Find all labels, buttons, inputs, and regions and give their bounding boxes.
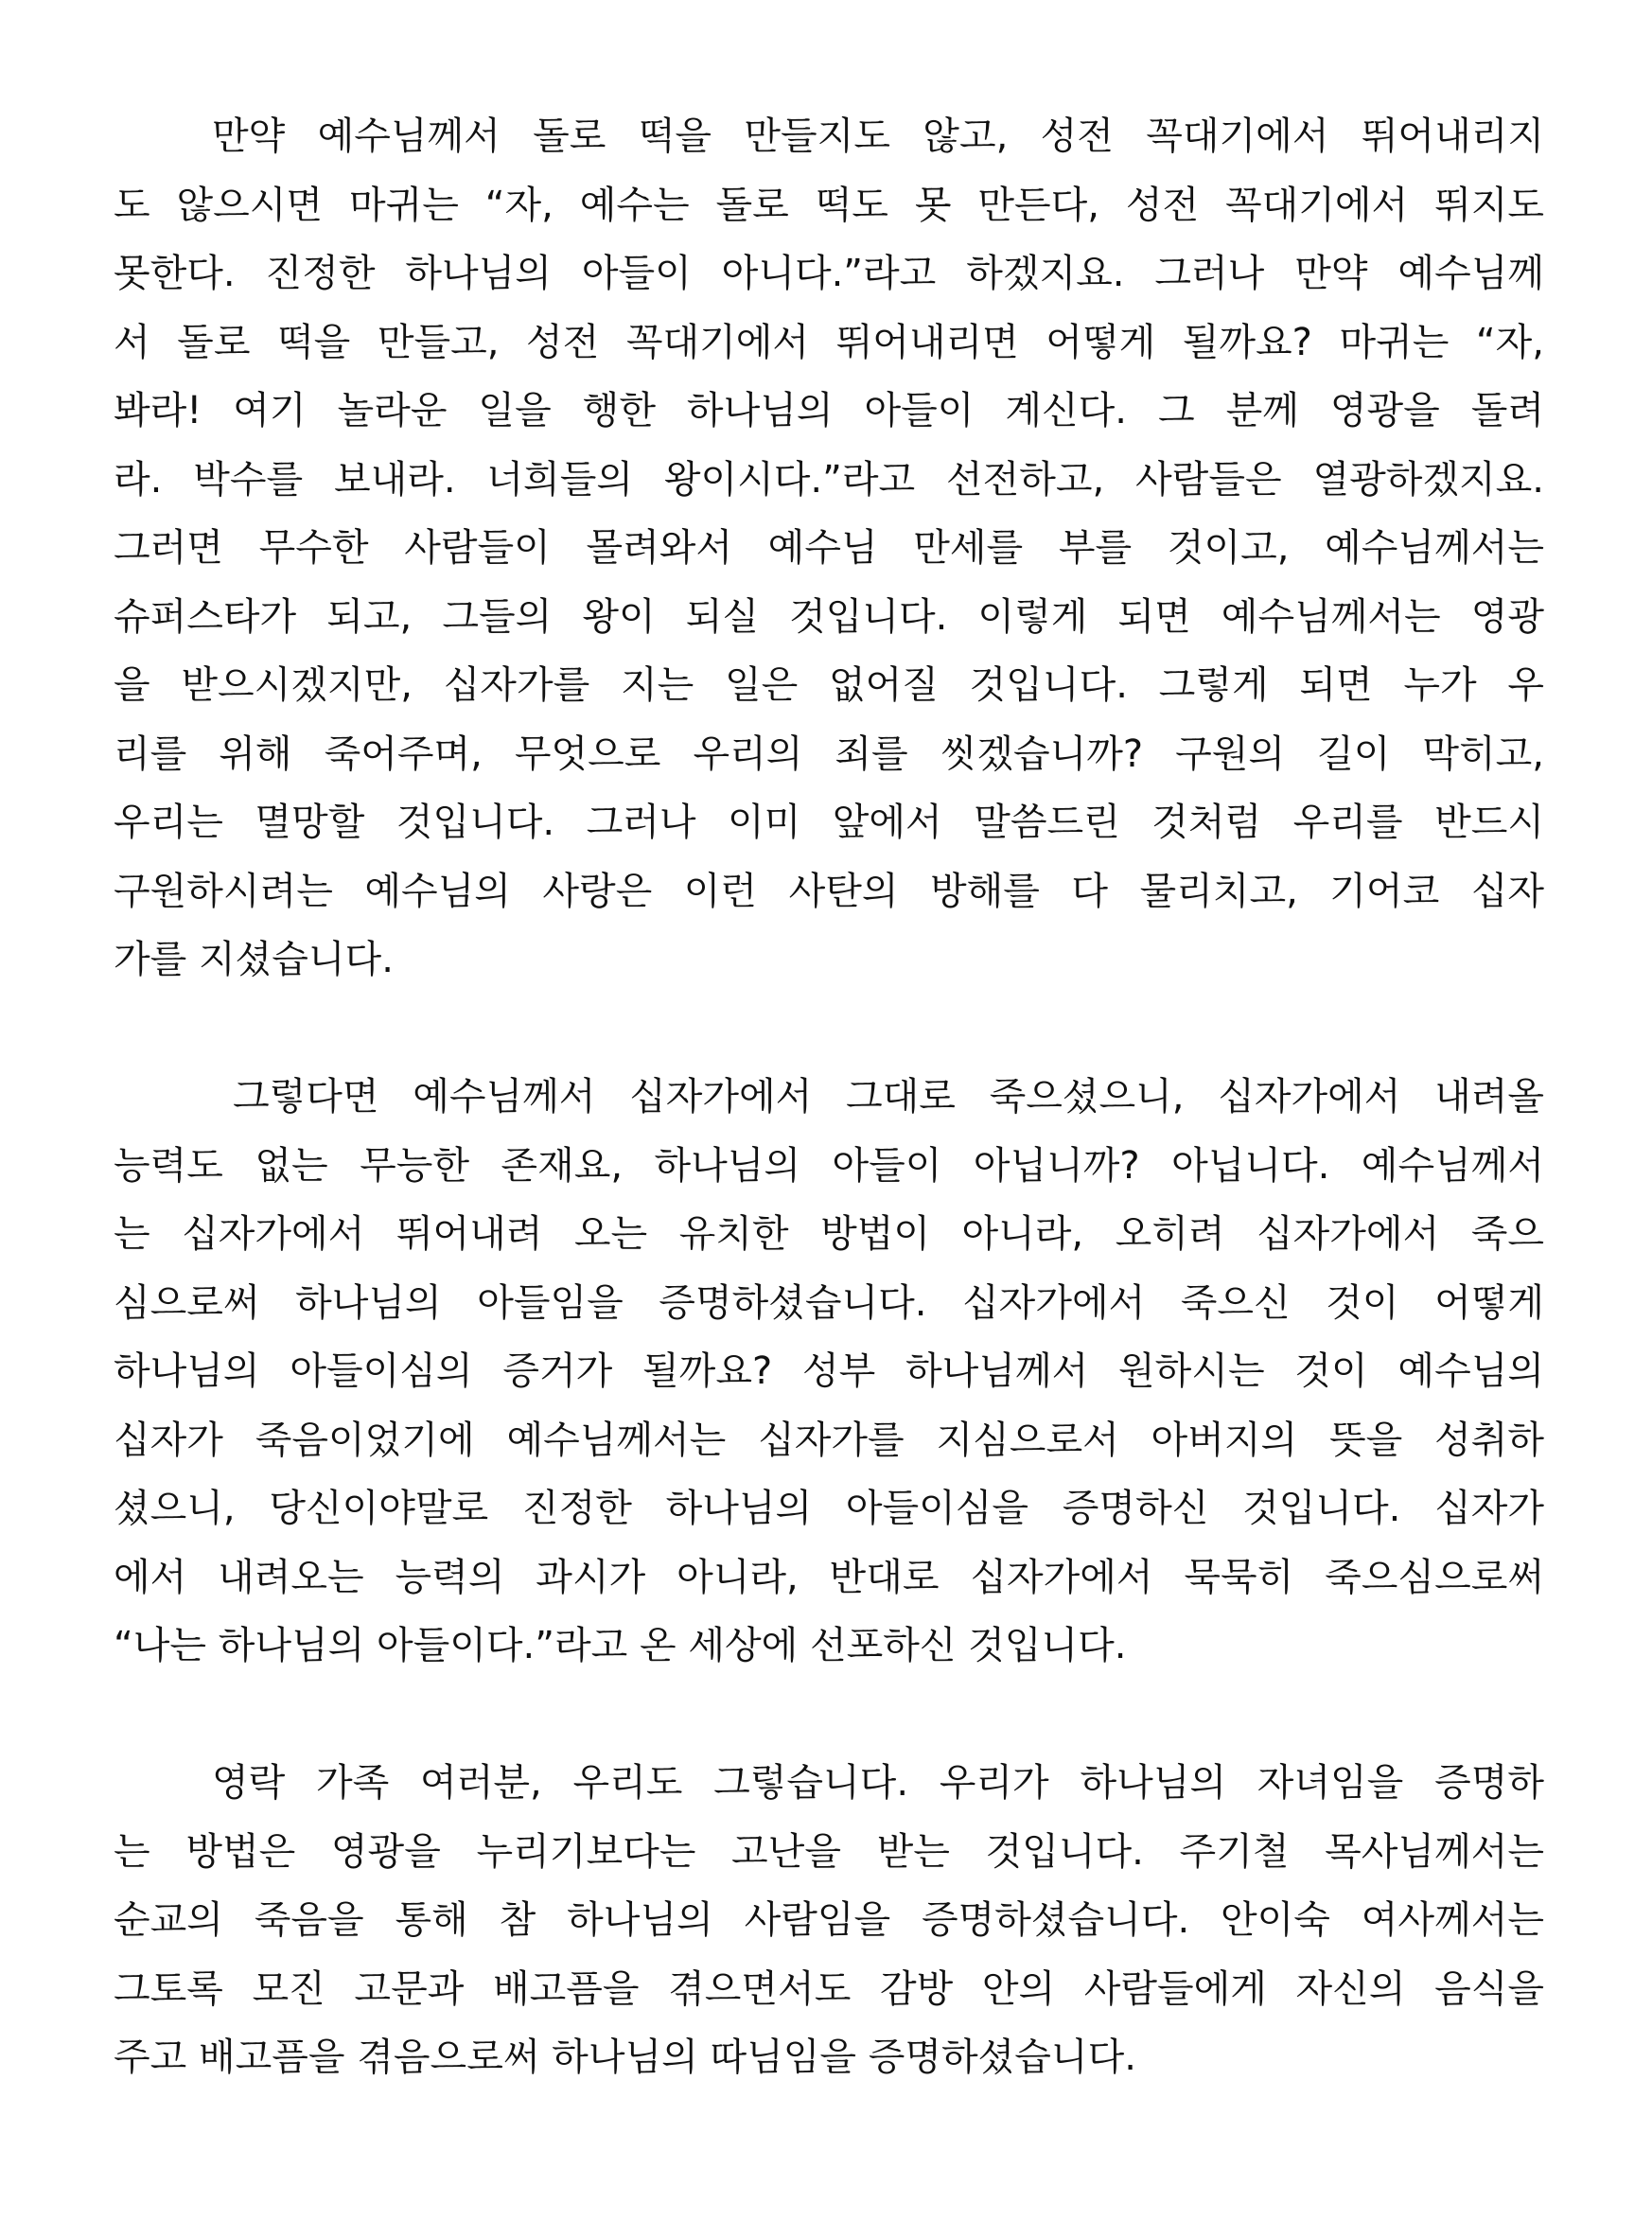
paragraph-line: 도 않으시면 마귀는 “자, 예수는 돌로 떡도 못 만든다, 성전 꼭대기에서 뛰지도 (114, 183, 1544, 227)
paragraph-line: 구원하시려는 예수님의 사랑은 이런 사탄의 방해를 다 물리치고, 기어코 십자 (114, 869, 1544, 913)
paragraph-line: 영락 가족 여러분, 우리도 그렇습니다. 우리가 하나님의 자녀임을 증명하 (212, 1761, 1544, 1805)
paragraph-line: 만약 예수님께서 돌로 떡을 만들지도 않고, 성전 꼭대기에서 뛰어내리지 (212, 115, 1544, 158)
paragraph-3 (114, 1749, 1544, 2092)
paragraph-line: “나는 하나님의 아들이다.”라고 온 세상에 선포하신 것입니다. (114, 1624, 1127, 1667)
paragraph-line: 그렇다면 예수님께서 십자가에서 그대로 죽으셨으니, 십자가에서 내려올 (233, 1075, 1544, 1119)
paragraph-line: 그러면 무수한 사람들이 몰려와서 예수님 만세를 부를 것이고, 예수님께서는 (114, 526, 1544, 570)
paragraph-line: 심으로써 하나님의 아들임을 증명하셨습니다. 십자가에서 죽으신 것이 어떻게 (114, 1280, 1544, 1325)
paragraph-line: 능력도 없는 무능한 존재요, 하나님의 아들이 아닙니까? 아닙니다. 예수님께서 (114, 1143, 1544, 1188)
paragraph-line: 라. 박수를 보내라. 너희들의 왕이시다.”라고 선전하고, 사람들은 열광하겠지요. (114, 457, 1544, 502)
paragraph-line: 을 받으시겠지만, 십자가를 지는 일은 없어질 것입니다. 그렇게 되면 누가 우 (114, 663, 1544, 707)
paragraph-line: 는 십자가에서 뛰어내려 오는 유치한 방법이 아니라, 오히려 십자가에서 죽으 (114, 1212, 1544, 1256)
paragraph-spacer (114, 1681, 1544, 1750)
paragraph-line: 봐라! 여기 놀라운 일을 행한 하나님의 아들이 계신다. 그 분께 영광을 돌려 (114, 389, 1544, 432)
paragraph-spacer (114, 995, 1544, 1064)
paragraph-line: 십자가 죽음이었기에 예수님께서는 십자가를 지심으로서 아버지의 뜻을 성취하 (114, 1418, 1544, 1462)
paragraph-line: 그토록 모진 고문과 배고픔을 겪으면서도 감방 안의 사람들에게 자신의 음식을 (114, 1966, 1544, 2011)
paragraph-line: 리를 위해 죽어주며, 무엇으로 우리의 죄를 씻겠습니까? 구원의 길이 막히고, (114, 732, 1544, 776)
paragraph-line: 서 돌로 떡을 만들고, 성전 꼭대기에서 뛰어내리면 어떻게 될까요? 마귀는 “자, (114, 320, 1544, 364)
paragraph-line: 우리는 멸망할 것입니다. 그러나 이미 앞에서 말씀드린 것처럼 우리를 반드시 (114, 801, 1544, 844)
paragraph-line: 주고 배고픔을 겪음으로써 하나님의 따님임을 증명하셨습니다. (114, 2036, 1136, 2079)
paragraph-2 (114, 1063, 1544, 1681)
paragraph-line: 순교의 죽음을 통해 참 하나님의 사람임을 증명하셨습니다. 안이숙 여사께서는 (114, 1898, 1544, 1942)
paragraph-line: 는 방법은 영광을 누리기보다는 고난을 받는 것입니다. 주기철 목사님께서는 (114, 1829, 1544, 1874)
paragraph-line: 에서 내려오는 능력의 과시가 아니라, 반대로 십자가에서 묵묵히 죽으심으로써 (114, 1555, 1544, 1599)
paragraph-line: 못한다. 진정한 하나님의 아들이 아니다.”라고 하겠지요. 그러나 만약 예수님께 (114, 252, 1544, 295)
paragraph-1 (114, 102, 1544, 995)
paragraph-line: 셨으니, 당신이야말로 진정한 하나님의 아들이심을 증명하신 것입니다. 십자가 (114, 1487, 1544, 1530)
paragraph-line: 하나님의 아들이심의 증거가 될까요? 성부 하나님께서 원하시는 것이 예수님의 (114, 1349, 1544, 1393)
document-body (114, 102, 1544, 2092)
paragraph-line: 슈퍼스타가 되고, 그들의 왕이 되실 것입니다. 이렇게 되면 예수님께서는 영광 (114, 594, 1544, 639)
paragraph-line: 가를 지셨습니다. (114, 938, 394, 981)
